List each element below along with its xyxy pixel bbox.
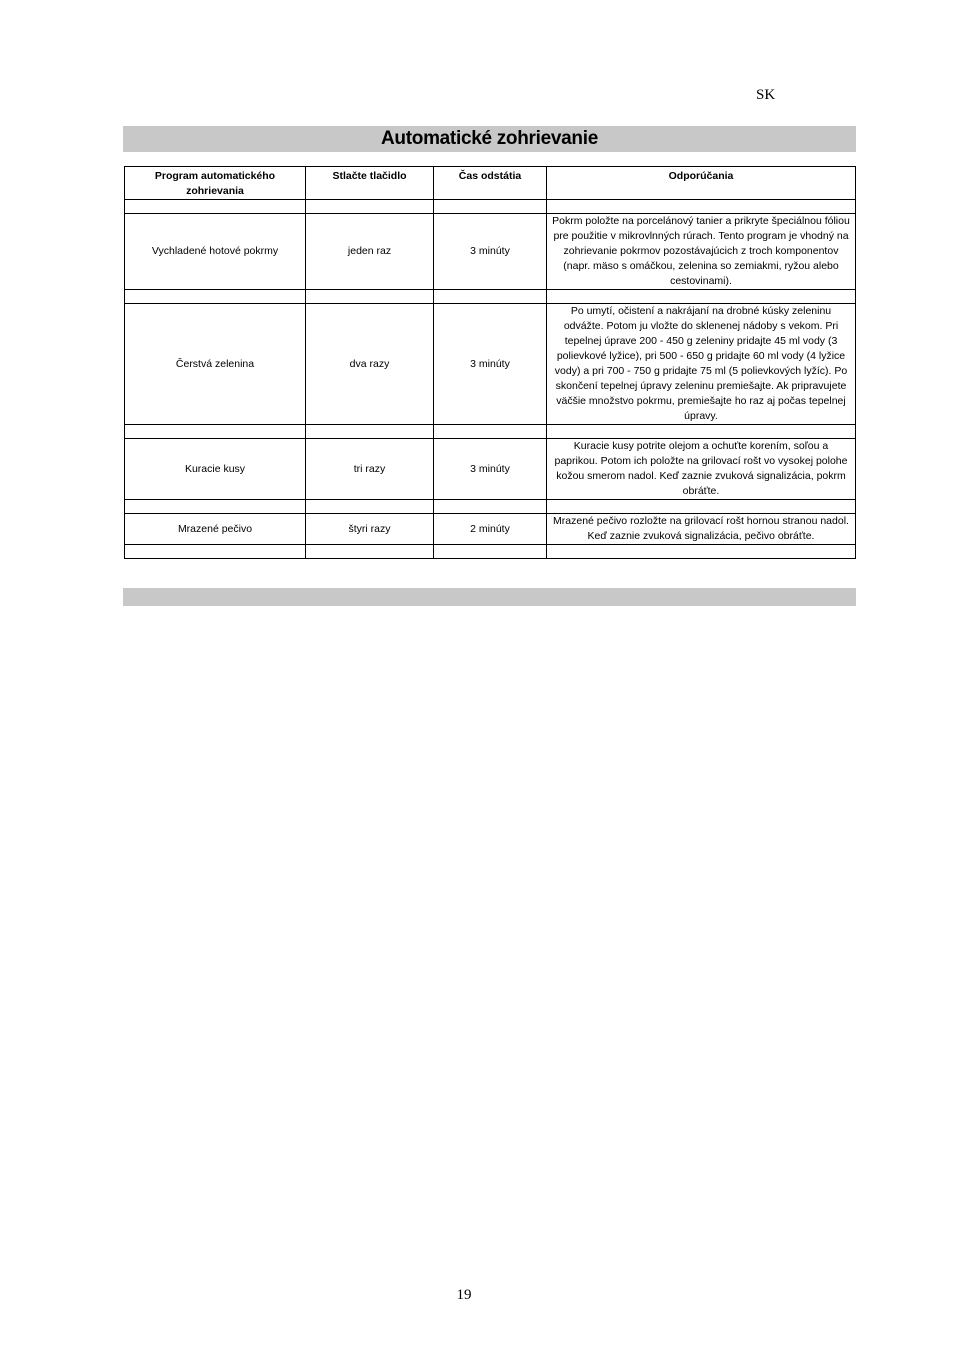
spacer-row xyxy=(125,500,856,514)
header-program: Program automatického zohrievania xyxy=(125,167,306,200)
cell-press: štyri razy xyxy=(306,514,434,545)
cell-recommendation: Kuracie kusy potrite olejom a ochuťte korením, soľou a paprikou. Potom ich položte na grilovací rošt vo vysokej polohe kožou smerom nadol. Keď zaznie zvuková signalizácia, pokrm obráťte. xyxy=(547,439,856,500)
cell-standing-time: 3 minúty xyxy=(434,214,547,290)
page-number: 19 xyxy=(456,1287,472,1303)
cell-program: Vychladené hotové pokrmy xyxy=(125,214,306,290)
cell-standing-time: 3 minúty xyxy=(434,304,547,425)
cell-recommendation: Pokrm položte na porcelánový tanier a prikryte špeciálnou fóliou pre použitie v mikrovlnných rúrach. Tento program je vhodný na zohrievanie pokrmov pozostávajúcich z troch komponentov (napr. mäso s omáčkou, zelenina so zemiakmi, ryžou alebo cestovinami). xyxy=(547,214,856,290)
spacer-row xyxy=(125,545,856,559)
cell-standing-time: 2 minúty xyxy=(434,514,547,545)
cell-standing-time: 3 minúty xyxy=(434,439,547,500)
table-header-row xyxy=(125,167,856,200)
spacer-row xyxy=(125,290,856,304)
auto-reheat-table xyxy=(124,166,856,559)
cell-press: tri razy xyxy=(306,439,434,500)
cell-press: jeden raz xyxy=(306,214,434,290)
table-row xyxy=(125,214,856,290)
auto-reheat-table-container xyxy=(124,166,855,559)
table-row xyxy=(125,304,856,425)
spacer-row xyxy=(125,200,856,214)
page-title: Automatické zohrievanie xyxy=(381,128,598,149)
cell-program: Kuracie kusy xyxy=(125,439,306,500)
header-recommendations: Odporúčania xyxy=(547,167,856,200)
cell-recommendation: Mrazené pečivo rozložte na grilovací rošt hornou stranou nadol. Keď zaznie zvuková signalizácia, pečivo obráťte. xyxy=(547,514,856,545)
table-row xyxy=(125,439,856,500)
section-title-bar xyxy=(123,126,856,152)
cell-recommendation: Po umytí, očistení a nakrájaní na drobné kúsky zeleninu odvážte. Potom ju vložte do sklenenej nádoby s vekom. Pri tepelnej úprave 200 - 450 g zeleniny pridajte 45 ml vody (3 polievkové lyžice), pri 500 - 650 g pridajte 60 ml vody (4 lyžice vody) a pri 700 - 750 g pridajte 75 ml (5 polievkových lyžíc). Po skončení tepelnej úpravy zeleninu premiešajte. Ak pripravujete väčšie množstvo pokrmu, premiešajte ho raz aj počas tepelnej úpravy. xyxy=(547,304,856,425)
header-standing-time: Čas odstátia xyxy=(434,167,547,200)
section-divider-bar xyxy=(123,588,856,606)
spacer-row xyxy=(125,425,856,439)
cell-press: dva razy xyxy=(306,304,434,425)
cell-program: Mrazené pečivo xyxy=(125,514,306,545)
cell-program: Čerstvá zelenina xyxy=(125,304,306,425)
header-press: Stlačte tlačidlo xyxy=(306,167,434,200)
language-code: SK xyxy=(756,87,776,103)
table-row xyxy=(125,514,856,545)
